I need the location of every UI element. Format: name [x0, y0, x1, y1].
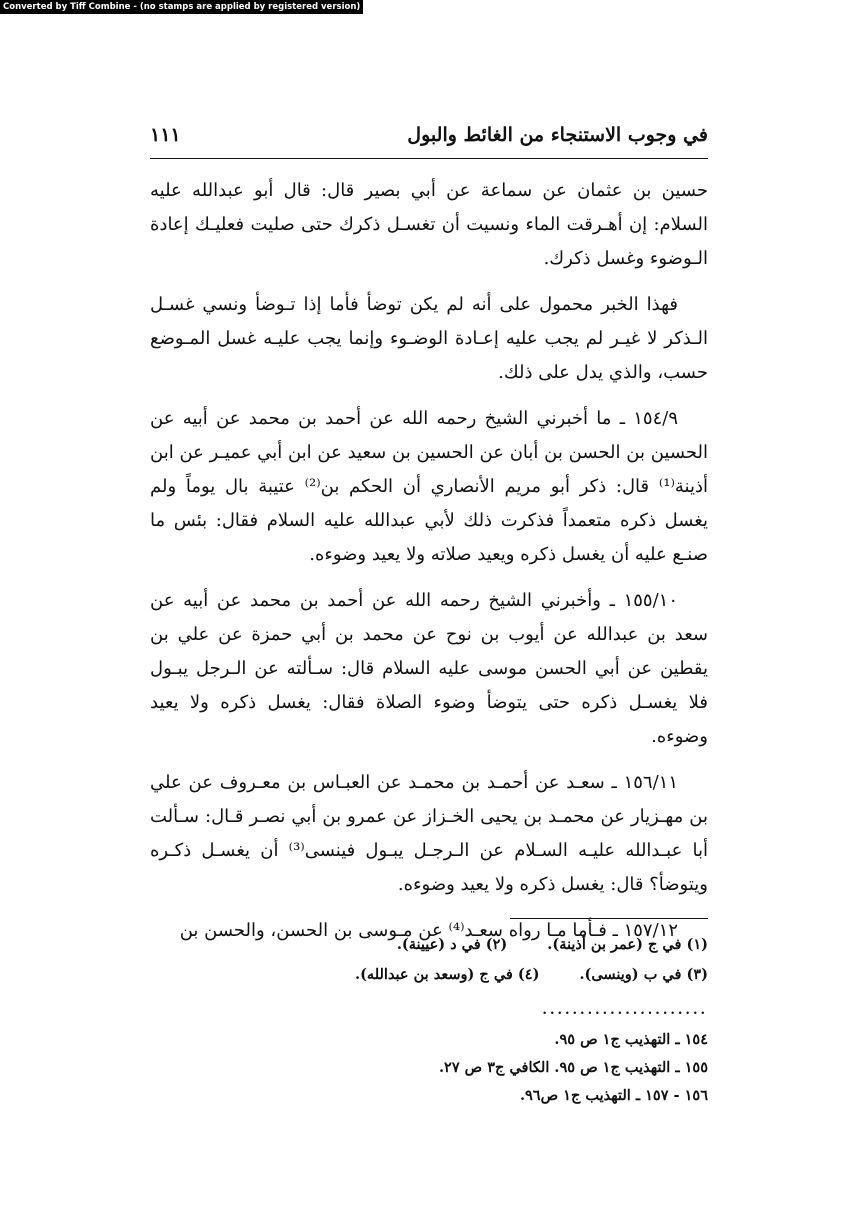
reference-line: ١٥٥ ـ التهذيب ج١ ص ٩٥. الكافي ج٣ ص ٢٧. — [438, 1059, 708, 1076]
running-title: في وجوب الاستنجاء من الغائط والبول — [407, 124, 708, 146]
footnote-3: (٣) في ب (وينسى). — [579, 966, 708, 983]
footnote-2: (٢) في د (عيينة). — [396, 936, 508, 953]
converter-banner: Converted by Tiff Combine - (no stamps are applied by registered version) — [0, 0, 363, 14]
footnote-4: (٤) في ج (وسعد بن عبدالله). — [355, 966, 540, 983]
reference-line: ١٥٤ ـ التهذيب ج١ ص ٩٥. — [554, 1031, 708, 1048]
footnote-row — [150, 960, 708, 990]
source-references — [150, 1026, 708, 1110]
paragraph: حسين بن عثمان عن سماعة عن أبي بصير قال: قال أبو عبدالله عليه السلام: إن أهـرقت الماء ونسيت أن تغسـل ذكرك حتى صليت فعليـك إعادة الـوضوء وغسل ذكرك. — [150, 180, 708, 269]
reference-line: ١٥٦ - ١٥٧ ـ التهذيب ج١ ص٩٦. — [519, 1087, 708, 1104]
footnote-1: (١) في ج (عمر بن أذينة). — [547, 936, 708, 953]
page-number: ١١١ — [150, 124, 181, 146]
paragraph: ١٥٥/١٠ ـ وأخبرني الشيخ رحمه الله عن أحمد بن محمد عن أبيه عن سعد بن عبدالله عن أيوب بن نوح عن محمد بن أبي حمزة عن علي بن يقطين عن أبي الحسن موسى عليه السلام قال: سـألته عن الـرجل يبـول فلا يغسـل ذكره حتى يتوضأ وضوء الصلاة فقال: يغسل ذكره ولا يعيد وضوءه. — [150, 590, 708, 747]
page-header — [150, 118, 708, 159]
paragraph: ١٥٤/٩ ـ ما أخبرني الشيخ رحمه الله عن أحمد بن محمد عن أبيه عن الحسين بن الحسن بن أبان عن الحسين بن سعيد عن ابن أبي عميـر عن ابن أذينة⁽¹⁾ قال: ذكر أبو مريم الأنصاري أن الحكم بن⁽²⁾ عتيبة بال يوماً ولم يغسل ذكره متعمداً فذكرت ذلك لأبي عبدالله عليه السلام فقال: بئس ما صنـع عليه أن يغسل ذكره ويعيد صلاته ولا يعيد وضوءه. — [150, 408, 708, 565]
footnotes — [150, 930, 708, 1110]
paragraph: فهذا الخبر محمول على أنه لم يكن توضأ فأما إذا تـوضأ ونسي غسـل الـذكر لا غيـر لم يجب عليه إعـادة الوضـوء وإنما يجب عليـه غسل المـوضع حسب، والذي يدل على ذلك. — [150, 294, 708, 383]
footnote-row — [150, 930, 708, 960]
paragraph: ١٥٦/١١ ـ سعـد عن أحمـد بن محمـد عن العبـاس بن معـروف عن علي بن مهـزيار عن محمـد بن يحيى الخـزاز عن عمرو بن أبي نصـر قـال: سـألت أبا عبـدالله عليـه السـلام عن الـرجـل يبـول فينسى⁽³⁾ أن يغسـل ذكـره ويتوضأ؟ قال: يغسل ذكره ولا يعيد وضوءه. — [150, 772, 708, 895]
dotted-separator: ...................... — [542, 1003, 708, 1018]
footnote-divider — [510, 918, 708, 919]
main-text — [150, 174, 708, 960]
paragraph: ١٥٧/١٢ ـ فـأما مـا رواه سعـد⁽⁴⁾ عن مـوسى بن الحسن، والحسن بن — [179, 920, 678, 941]
